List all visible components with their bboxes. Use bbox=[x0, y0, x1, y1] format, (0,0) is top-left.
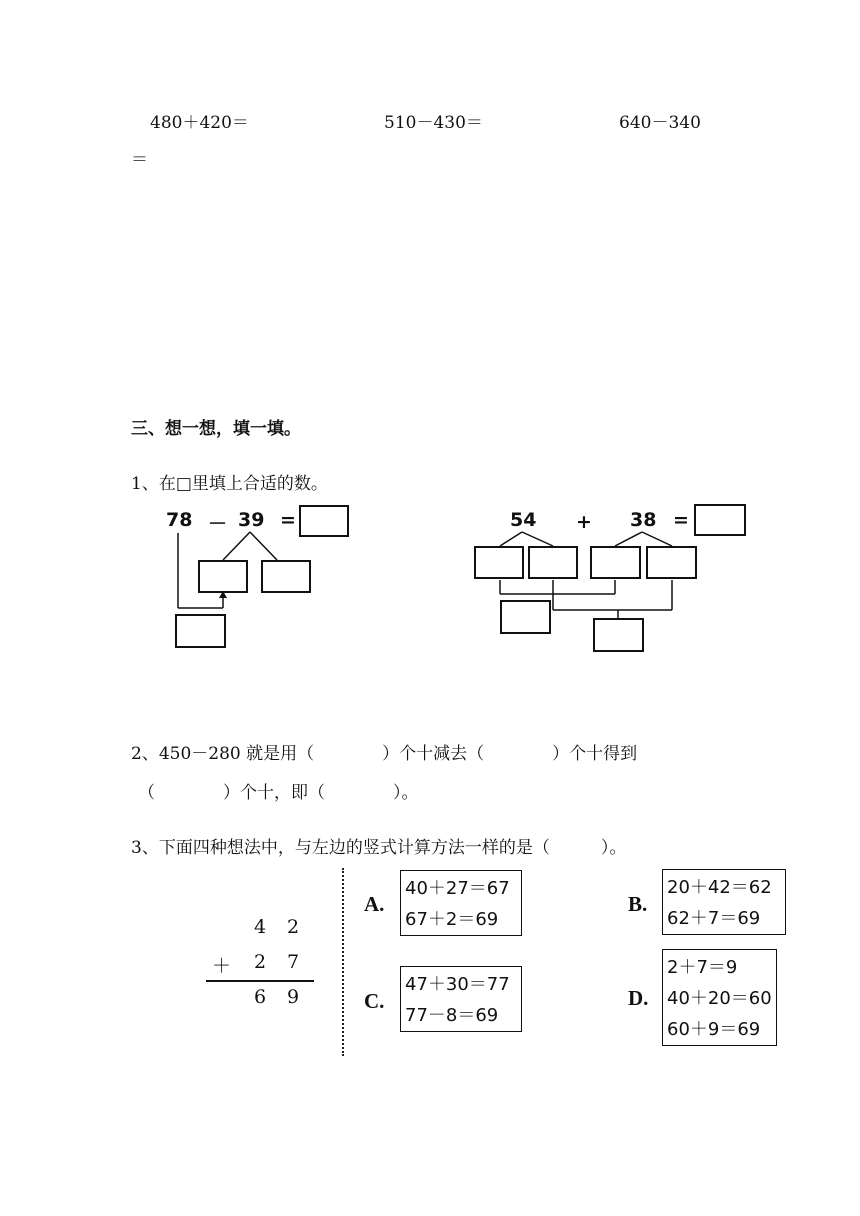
option-c-line-2: 77－8＝69 bbox=[405, 1005, 499, 1026]
vertical-operator: ＋ bbox=[212, 955, 232, 977]
answer-box-right-split-1[interactable] bbox=[474, 546, 524, 579]
section-heading: 三、想一想，填一填。 bbox=[131, 419, 301, 439]
question-3-text: 3、下面四种想法中，与左边的竖式计算方法一样的是（ ）。 bbox=[131, 838, 627, 858]
option-c-line-1: 47＋30＝77 bbox=[405, 974, 510, 995]
option-c-label: C. bbox=[364, 989, 385, 1013]
option-a-label: A. bbox=[364, 892, 385, 916]
calc-expression-3: 640－340 bbox=[619, 113, 701, 133]
question-2-line-1: 2、450－280 就是用（ ）个十减去（ ）个十得到 bbox=[131, 744, 638, 764]
diagram-left-operator: － bbox=[208, 513, 228, 535]
option-b-label: B. bbox=[628, 892, 648, 916]
answer-box-right-split-4[interactable] bbox=[646, 546, 697, 579]
option-d-line-3: 60＋9＝69 bbox=[667, 1019, 761, 1040]
option-a-box[interactable] bbox=[400, 870, 522, 936]
question-2-line-2: （ ）个十，即（ ）。 bbox=[138, 783, 419, 803]
question-1-text: 1、在□里填上合适的数。 bbox=[131, 474, 328, 494]
option-c-box[interactable] bbox=[400, 966, 522, 1032]
option-b-box[interactable] bbox=[662, 869, 786, 935]
option-d-label: D. bbox=[628, 986, 649, 1010]
option-b-line-2: 62＋7＝69 bbox=[667, 908, 761, 929]
vertical-row2-ones: 7 bbox=[287, 951, 300, 973]
diagram-right-addend-2: 38 bbox=[630, 509, 657, 531]
answer-box-left-split-1[interactable] bbox=[198, 560, 248, 593]
diagram-left-subtrahend: 39 bbox=[238, 509, 265, 531]
calc-expression-3-equals: ＝ bbox=[131, 150, 148, 170]
diagram-right-equals: = bbox=[673, 509, 689, 531]
vertical-sum-line bbox=[206, 980, 314, 982]
diagram-right-operator: + bbox=[576, 511, 592, 533]
diagram-right-addend-1: 54 bbox=[510, 509, 537, 531]
vertical-result-tens: 6 bbox=[254, 986, 267, 1008]
option-a-line-2: 67＋2＝69 bbox=[405, 909, 499, 930]
option-b-line-1: 20＋42＝62 bbox=[667, 877, 772, 898]
answer-box-right-split-3[interactable] bbox=[590, 546, 641, 579]
answer-box-left-split-2[interactable] bbox=[261, 560, 311, 593]
dotted-divider bbox=[342, 868, 344, 1056]
diagram-left-minuend: 78 bbox=[166, 509, 193, 531]
vertical-row1-ones: 2 bbox=[287, 916, 300, 938]
calc-expression-2: 510－430＝ bbox=[384, 113, 483, 133]
vertical-result-ones: 9 bbox=[287, 986, 300, 1008]
answer-box-left-step[interactable] bbox=[175, 614, 226, 648]
option-a-line-1: 40＋27＝67 bbox=[405, 878, 510, 899]
option-d-line-1: 2＋7＝9 bbox=[667, 957, 738, 978]
answer-box-right-split-2[interactable] bbox=[528, 546, 578, 579]
answer-box-right-ones-sum[interactable] bbox=[593, 618, 644, 652]
vertical-row2-tens: 2 bbox=[254, 951, 267, 973]
vertical-row1-tens: 4 bbox=[254, 916, 267, 938]
diagram-left-equals: = bbox=[280, 509, 296, 531]
option-d-box[interactable] bbox=[662, 949, 777, 1046]
answer-box-right-tens-sum[interactable] bbox=[500, 600, 551, 634]
option-d-line-2: 40＋20＝60 bbox=[667, 988, 772, 1009]
calc-expression-1: 480＋420＝ bbox=[150, 113, 249, 133]
